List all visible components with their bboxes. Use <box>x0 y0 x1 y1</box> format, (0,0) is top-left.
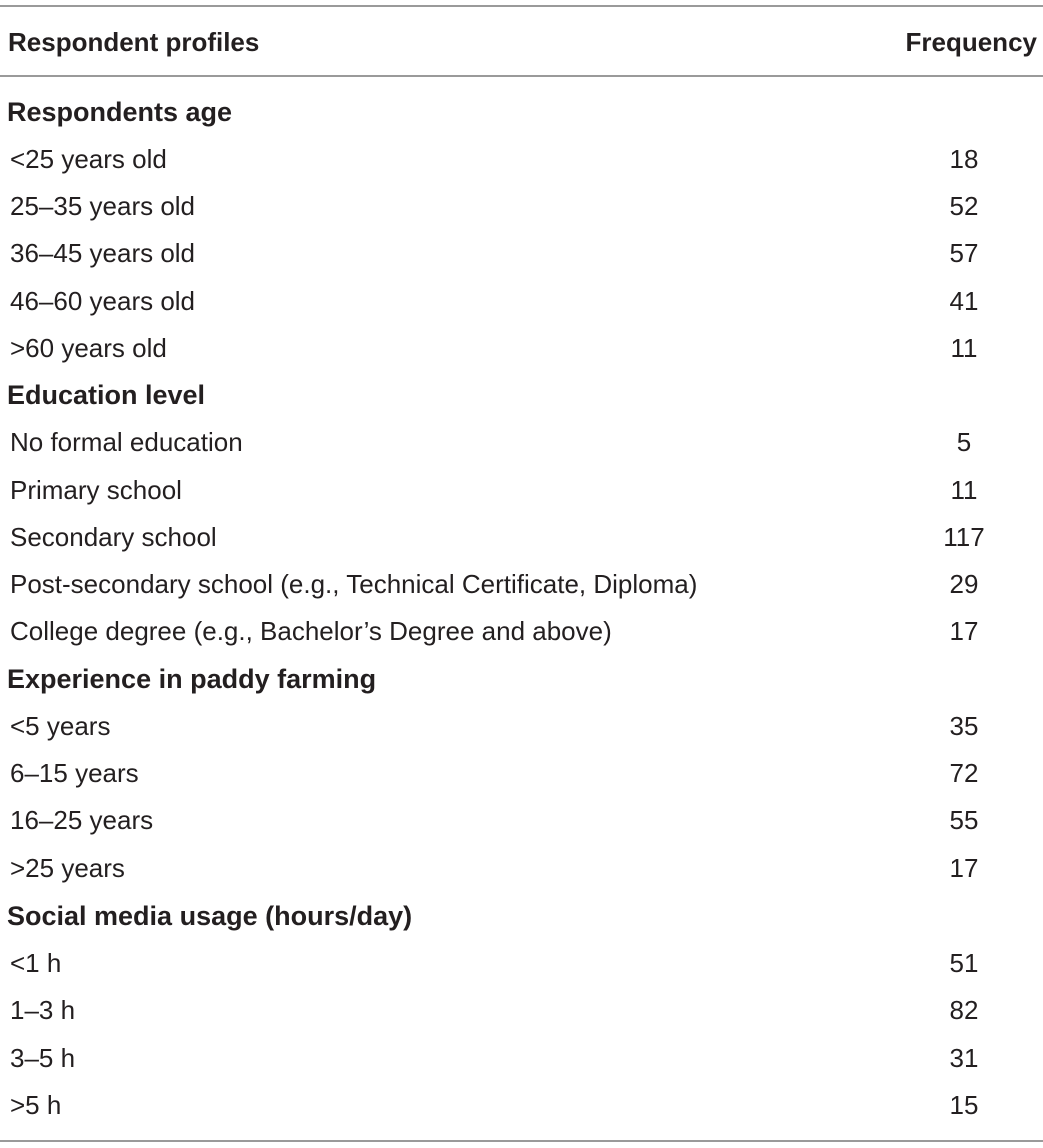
row-frequency: 18 <box>949 144 979 174</box>
row-label: <1 h <box>10 948 62 978</box>
table-row <box>0 940 1043 987</box>
row-frequency: 17 <box>949 616 979 646</box>
table-row <box>0 467 1043 514</box>
row-label: College degree (e.g., Bachelor’s Degree and above) <box>10 616 612 646</box>
table-row <box>0 845 1043 892</box>
header-frequency: Frequency <box>905 26 1037 57</box>
row-frequency: 15 <box>949 1090 979 1120</box>
table-row <box>0 514 1043 561</box>
table-row <box>0 608 1043 655</box>
row-label: 25–35 years old <box>10 191 196 221</box>
row-label: 6–15 years <box>10 758 139 788</box>
table-row <box>0 703 1043 750</box>
row-label: 3–5 h <box>10 1043 76 1073</box>
row-frequency: 117 <box>943 522 985 552</box>
table-header-row <box>0 18 1043 66</box>
row-frequency: 51 <box>949 948 979 978</box>
table-row <box>0 278 1043 325</box>
table-row <box>0 987 1043 1034</box>
row-label: 36–45 years old <box>10 238 196 268</box>
row-frequency: 41 <box>949 286 979 316</box>
table-row <box>0 750 1043 797</box>
row-label: 1–3 h <box>10 995 76 1025</box>
row-label: No formal education <box>10 427 243 457</box>
section-title: Experience in paddy farming <box>7 664 377 694</box>
row-frequency: 57 <box>949 238 979 268</box>
section-heading-age <box>0 89 1043 136</box>
section-title: Social media usage (hours/day) <box>7 901 413 931</box>
table-row <box>0 1035 1043 1082</box>
row-label: Secondary school <box>10 522 217 552</box>
row-label: Post-secondary school (e.g., Technical Certificate, Diploma) <box>10 569 698 599</box>
table-row <box>0 183 1043 230</box>
row-frequency: 55 <box>949 805 979 835</box>
section-heading-experience <box>0 656 1043 703</box>
row-frequency: 11 <box>950 333 978 363</box>
row-label: Primary school <box>10 475 182 505</box>
section-title: Education level <box>7 380 206 410</box>
table-row <box>0 325 1043 372</box>
row-frequency: 52 <box>949 191 979 221</box>
table-row <box>0 136 1043 183</box>
table-header-rule <box>0 75 1043 77</box>
row-frequency: 35 <box>949 711 979 741</box>
table-top-rule <box>0 5 1043 7</box>
row-frequency: 29 <box>949 569 979 599</box>
row-frequency: 82 <box>949 995 979 1025</box>
table-row <box>0 561 1043 608</box>
row-frequency: 11 <box>950 475 978 505</box>
row-label: <25 years old <box>10 144 167 174</box>
table-bottom-rule <box>0 1140 1043 1142</box>
row-label: >60 years old <box>10 333 167 363</box>
header-respondent-profiles: Respondent profiles <box>8 26 260 57</box>
section-heading-social-media <box>0 893 1043 940</box>
table-row <box>0 797 1043 844</box>
row-frequency: 31 <box>949 1043 979 1073</box>
table-row <box>0 1082 1043 1129</box>
table-row <box>0 230 1043 277</box>
row-label: 46–60 years old <box>10 286 196 316</box>
section-title: Respondents age <box>7 97 233 127</box>
row-label: >25 years <box>10 853 125 883</box>
row-label: >5 h <box>10 1090 62 1120</box>
table-row <box>0 419 1043 466</box>
section-heading-education <box>0 372 1043 419</box>
row-frequency: 5 <box>956 427 972 457</box>
row-frequency: 72 <box>949 758 979 788</box>
row-frequency: 17 <box>949 853 979 883</box>
row-label: 16–25 years <box>10 805 154 835</box>
row-label: <5 years <box>10 711 111 741</box>
